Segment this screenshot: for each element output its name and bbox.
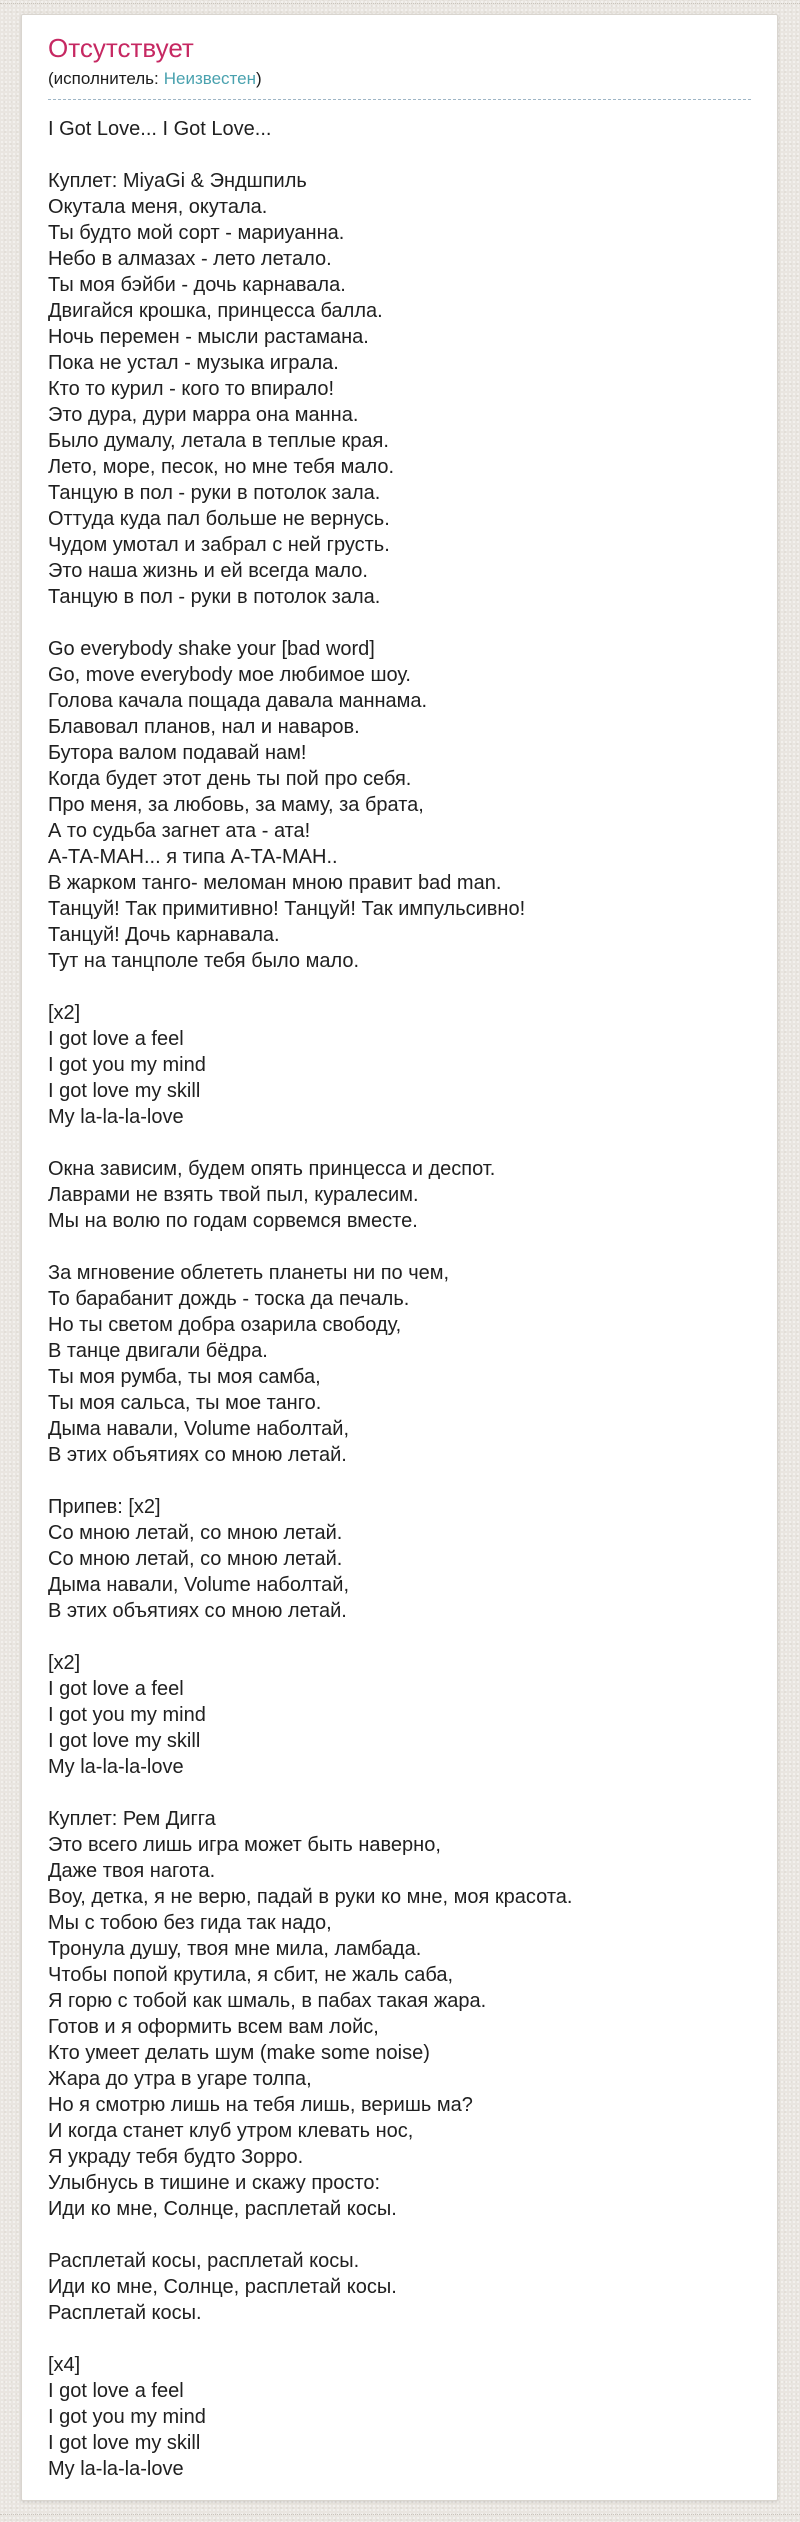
lyric-line: В жарком танго- меломан мною правит bad man.	[48, 872, 502, 894]
lyric-line: Припев: [x2]	[48, 1496, 161, 1518]
page-texture-line-bottom	[0, 2514, 800, 2515]
lyric-line: Тут на танцполе тебя было мало.	[48, 950, 360, 972]
lyric-line	[48, 142, 751, 168]
lyric-line: Танцуй! Дочь карнавала.	[48, 924, 280, 946]
lyric-line: Когда будет этот день ты пой про себя.	[48, 768, 412, 790]
lyric-line: Это всего лишь игра может быть наверно,	[48, 1834, 441, 1856]
lyric-line: За мгновение облететь планеты ни по чем,	[48, 1262, 450, 1284]
lyric-line: Даже твоя нагота.	[48, 1860, 216, 1882]
lyric-line: Танцуй! Так примитивно! Танцуй! Так импульсивно!	[48, 898, 526, 920]
lyric-line: Go, move everybody мое любимое шоу.	[48, 664, 411, 686]
lyric-line	[48, 1780, 751, 1806]
lyric-line: Голова качала пощада давала маннама.	[48, 690, 428, 712]
lyric-line: И когда станет клуб утром клевать нос,	[48, 2120, 414, 2142]
lyric-line: I got love a feel	[48, 2380, 184, 2402]
lyric-line: Воу, детка, я не верю, падай в руки ко мне, моя красота.	[48, 1886, 573, 1908]
lyric-line: Куплет: Рем Дигга	[48, 1808, 216, 1830]
lyric-line: Это дура, дури марра она манна.	[48, 404, 359, 426]
song-title-link[interactable]: Отсутствует	[48, 33, 194, 63]
lyric-line: I got you my mind	[48, 1704, 206, 1726]
lyric-line: My la-la-la-love	[48, 1106, 184, 1128]
lyric-line	[48, 1130, 751, 1156]
lyric-line: Чтобы попой крутила, я сбит, не жаль саба,	[48, 1964, 454, 1986]
lyric-line: Кто умеет делать шум (make some noise)	[48, 2042, 430, 2064]
lyric-line: I got you my mind	[48, 1054, 206, 1076]
lyric-line: [x2]	[48, 1652, 81, 1674]
lyric-line: I got love a feel	[48, 1678, 184, 1700]
lyric-line: I got you my mind	[48, 2406, 206, 2428]
lyric-line	[48, 1624, 751, 1650]
lyric-line	[48, 1468, 751, 1494]
lyric-line: Дыма навали, Volume наболтай,	[48, 1574, 350, 1596]
lyric-line: Дыма навали, Volume наболтай,	[48, 1418, 350, 1440]
lyric-line: Было думалу, летала в теплые края.	[48, 430, 389, 452]
lyric-line: Лето, море, песок, но мне тебя мало.	[48, 456, 395, 478]
lyric-line: Мы с тобою без гида так надо,	[48, 1912, 332, 1934]
page-texture-line-top	[0, 3, 800, 4]
lyric-line: Ты моя сальса, ты мое танго.	[48, 1392, 322, 1414]
lyric-line: Иди ко мне, Солнце, расплетай косы.	[48, 2198, 397, 2220]
artist-line	[48, 68, 751, 100]
lyric-line: Готов и я оформить всем вам лойс,	[48, 2016, 379, 2038]
lyric-line: Танцую в пол - руки в потолок зала.	[48, 586, 381, 608]
artist-link[interactable]: Неизвестен	[163, 69, 256, 88]
lyric-line: Я украду тебя будто Зорро.	[48, 2146, 304, 2168]
lyric-line	[48, 2326, 751, 2352]
lyric-line: Я горю с тобой как шмаль, в пабах такая жара.	[48, 1990, 487, 2012]
lyric-line: В этих объятиях со мною летай.	[48, 1600, 347, 1622]
lyric-line: В этих объятиях со мною летай.	[48, 1444, 347, 1466]
lyric-line: I got love a feel	[48, 1028, 184, 1050]
lyric-line: Расплетай косы.	[48, 2302, 202, 2324]
lyric-line: Ты моя бэйби - дочь карнавала.	[48, 274, 346, 296]
lyric-line	[48, 974, 751, 1000]
lyric-line: Ты будто мой сорт - мариуанна.	[48, 222, 345, 244]
lyric-line: То барабанит дождь - тоска да печаль.	[48, 1288, 410, 1310]
lyric-line: Со мною летай, со мною летай.	[48, 1522, 343, 1544]
lyric-line: Про меня, за любовь, за маму, за брата,	[48, 794, 424, 816]
lyric-line: Go everybody shake your [bad word]	[48, 638, 375, 660]
lyric-line: Куплет: MiyaGi & Эндшпиль	[48, 170, 307, 192]
lyric-line: My la-la-la-love	[48, 1756, 184, 1778]
lyric-line: Мы на волю по годам сорвемся вместе.	[48, 1210, 418, 1232]
lyric-line: Чудом умотал и забрал с ней грусть.	[48, 534, 390, 556]
lyric-line: Окутала меня, окутала.	[48, 196, 268, 218]
lyric-line: Лаврами не взять твой пыл, куралесим.	[48, 1184, 419, 1206]
lyric-line: Но ты светом добра озарила свободу,	[48, 1314, 402, 1336]
lyric-line: Жара до утра в угаре толпа,	[48, 2068, 312, 2090]
lyric-line: А то судьба загнет ата - ата!	[48, 820, 311, 842]
lyrics-text	[48, 116, 751, 2482]
lyric-line: Кто то курил - кого то впирало!	[48, 378, 335, 400]
lyric-line: В танце двигали бёдра.	[48, 1340, 268, 1362]
lyric-line: Но я смотрю лишь на тебя лишь, веришь ма?	[48, 2094, 473, 2116]
lyric-line: Пока не устал - музыка играла.	[48, 352, 339, 374]
lyric-line: Окна зависим, будем опять принцесса и деспот.	[48, 1158, 496, 1180]
lyric-line: I got love my skill	[48, 1080, 201, 1102]
lyric-line: I got love my skill	[48, 2432, 201, 2454]
lyric-line: Блавовал планов, нал и наваров.	[48, 716, 360, 738]
lyric-line: Со мною летай, со мною летай.	[48, 1548, 343, 1570]
lyric-line: I got love my skill	[48, 1730, 201, 1752]
lyric-line: My la-la-la-love	[48, 2458, 184, 2480]
lyric-line: А-ТА-МАН... я типа А-ТА-МАН..	[48, 846, 338, 868]
lyric-line: [x4]	[48, 2354, 81, 2376]
lyric-line: Небо в алмазах - лето летало.	[48, 248, 332, 270]
artist-label: (исполнитель:	[48, 69, 159, 88]
lyric-line: Иди ко мне, Солнце, расплетай косы.	[48, 2276, 397, 2298]
lyric-line: Танцую в пол - руки в потолок зала.	[48, 482, 381, 504]
lyric-line: Ты моя румба, ты моя самба,	[48, 1366, 321, 1388]
lyric-line: Тронула душу, твоя мне мила, ламбада.	[48, 1938, 422, 1960]
lyric-line: Расплетай косы, расплетай косы.	[48, 2250, 360, 2272]
lyric-line: Это наша жизнь и ей всегда мало.	[48, 560, 368, 582]
lyric-line: Ночь перемен - мысли растамана.	[48, 326, 369, 348]
lyric-line	[48, 1234, 751, 1260]
lyric-line: Двигайся крошка, принцесса балла.	[48, 300, 383, 322]
lyric-line: Улыбнусь в тишине и скажу просто:	[48, 2172, 381, 2194]
lyrics-card	[21, 14, 778, 2501]
lyric-line	[48, 610, 751, 636]
lyric-line	[48, 2222, 751, 2248]
lyric-line: Оттуда куда пал больше не вернусь.	[48, 508, 390, 530]
lyric-line: I Got Love... I Got Love...	[48, 118, 272, 140]
lyric-line: [x2]	[48, 1002, 81, 1024]
artist-line-suffix: )	[256, 69, 262, 88]
lyric-line: Бутора валом подавай нам!	[48, 742, 307, 764]
